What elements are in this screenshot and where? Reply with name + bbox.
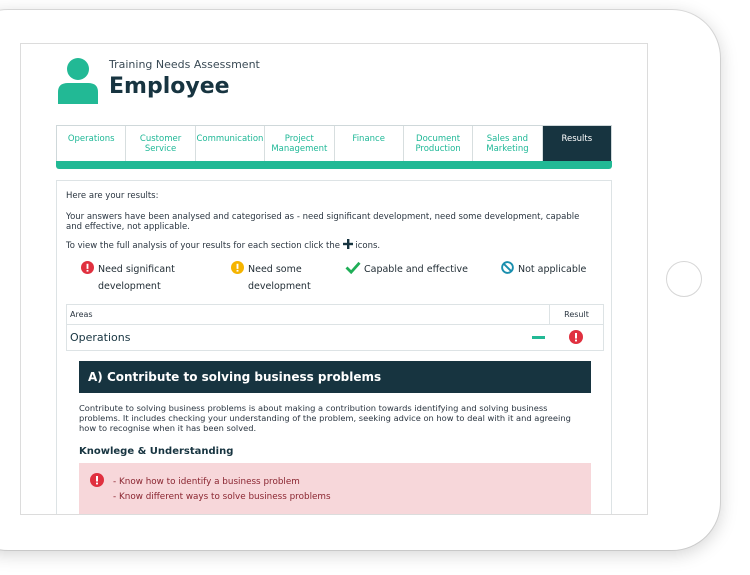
tab-label: Sales and [486,134,529,144]
tab-document-production[interactable] [404,126,473,161]
legend-capable [345,261,468,278]
legend-need-some [231,261,311,295]
development-alert [79,463,591,515]
alert-list [113,475,331,505]
exclamation-red-icon [569,330,583,344]
legend-label-2: development [98,281,161,292]
tab-label: Operations [67,134,115,144]
exclamation-red-icon [81,261,94,274]
results-instruction [66,239,380,251]
col-result: Result [549,305,603,324]
legend-not-applicable [501,261,586,278]
tab-label: Document [416,134,461,144]
check-icon [345,261,361,274]
tab-label: Results [561,134,593,144]
table-row[interactable] [67,325,603,351]
tab-label: Project [284,134,314,144]
row-label-operations: Operations [70,331,131,344]
section-subheading: Knowlege & Understanding [79,446,234,457]
tab-sales-marketing[interactable] [473,126,542,161]
instruction-suffix: icons. [355,241,381,251]
legend-need-significant [81,261,175,295]
results-intro: Here are your results: [66,191,159,201]
legend-label: Capable and effective [364,264,469,275]
results-analysis: Your answers have been analysed and categorised as - need significant development, need some development, capable and effective, not applicable. [66,212,580,232]
exclamation-amber-icon [231,261,244,274]
tab-operations[interactable] [57,126,126,161]
page-title: Employee [109,74,230,99]
app-screen [20,43,648,515]
tab-label: Communication [196,134,264,144]
legend-label: Need some [248,264,302,275]
alert-item: - Know different ways to solve business problems [113,492,331,502]
instruction-prefix: To view the full analysis of your results for each section click the [66,241,340,251]
section-description: Contribute to solving business problems is about making a contribution towards identifying and solving business problems. It includes checking your understanding of the problem, seeking advice on how to deal with it and agreeing how to recognise when it has been solved. [79,403,571,433]
tab-project-management[interactable] [265,126,334,161]
section-tabs [56,125,612,161]
page-subtitle: Training Needs Assessment [109,58,260,71]
tab-customer-service[interactable] [126,126,195,161]
no-entry-icon [501,261,514,274]
tab-label-2: Service [144,144,177,154]
table-header [67,305,603,325]
exclamation-red-icon [90,473,104,487]
results-panel [56,180,612,515]
legend-label-2: development [248,281,311,292]
tab-finance[interactable] [335,126,404,161]
tab-label: Finance [352,134,385,144]
collapse-minus-icon[interactable] [532,336,545,339]
tab-results[interactable] [543,126,611,161]
legend-label: Need significant [98,264,175,275]
tab-label-2: Marketing [486,144,529,154]
legend-label: Not applicable [518,264,587,275]
results-table [66,304,604,351]
plus-icon [343,239,353,249]
alert-item: - Know how to identify a business problem [113,477,300,487]
section-header [79,361,591,393]
tab-progress-bar [56,161,612,169]
tab-label: Customer [139,134,182,144]
tablet-home-button[interactable] [666,261,702,297]
tab-label-2: Production [415,144,461,154]
col-areas: Areas [70,310,93,319]
section-title: A) Contribute to solving business problems [88,370,382,384]
tab-label-2: Management [271,144,328,154]
user-avatar-icon [56,56,100,104]
tab-communication[interactable] [196,126,265,161]
